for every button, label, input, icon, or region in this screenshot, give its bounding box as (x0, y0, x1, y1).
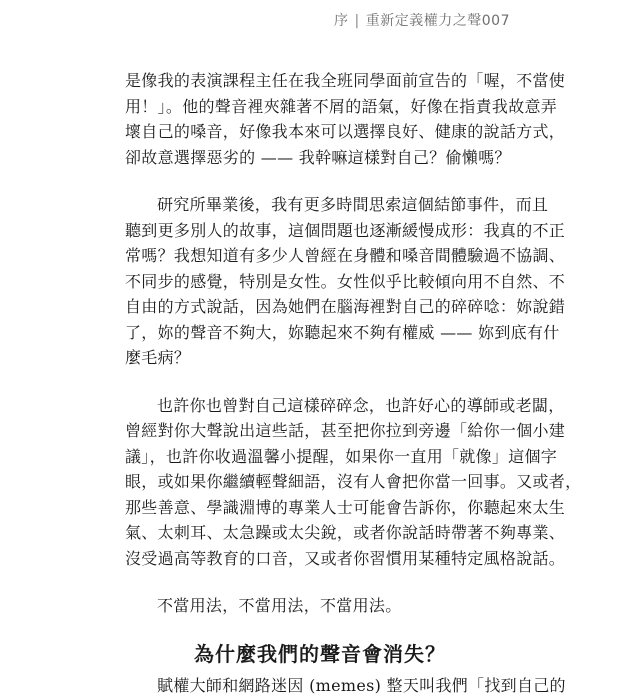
paragraph-1 (125, 68, 515, 170)
running-head-page-number: 007 (482, 13, 510, 29)
paragraph-line: 不同步的感覺，特別是女性。女性似乎比較傾向用不自然、不 (125, 269, 515, 295)
paragraph-2 (125, 192, 515, 371)
paragraph-line: 聽到更多別人的故事，這個問題也逐漸緩慢成形：我真的不正 (125, 218, 515, 244)
running-head (334, 10, 510, 30)
paragraph-line: 也許你也曾對自己這樣碎碎念，也許好心的導師或老闆， (125, 393, 515, 419)
paragraph-line: 卻故意選擇惡劣的 —— 我幹嘛這樣對自己？偷懶嗎？ (125, 145, 515, 171)
running-head-title: 重新定義權力之聲 (366, 13, 482, 29)
paragraph-line: 用！」。他的聲音裡夾雜著不屑的語氣，好像在指責我故意弄 (125, 94, 515, 120)
paragraph-line: 眼，或如果你繼續輕聲細語，沒有人會把你當一回事。又或者， (125, 469, 515, 495)
paragraph-line: 沒受過高等教育的口音，又或者你習慣用某種特定風格說話。 (125, 546, 515, 572)
paragraph-line: 研究所畢業後，我有更多時間思索這個結節事件，而且 (125, 192, 515, 218)
paragraph-gap (125, 571, 515, 593)
paragraph-line: 曾經對你大聲說出這些話，甚至把你拉到旁邊「給你一個小建 (125, 418, 515, 444)
paragraph-4 (125, 593, 515, 619)
running-head-divider: | (355, 13, 360, 29)
section-heading: 為什麼我們的聲音會消失？ (125, 639, 515, 669)
paragraph-line: 議」，也許你收過溫馨小提醒，如果你一直用「就像」這個字 (125, 444, 515, 470)
paragraph-line: 常嗎？我想知道有多少人曾經在身體和嗓音間體驗過不協調、 (125, 243, 515, 269)
paragraph-line: 壞自己的嗓音，好像我本來可以選擇良好、健康的說話方式， (125, 119, 515, 145)
body-text (125, 68, 515, 698)
paragraph-gap (125, 371, 515, 393)
running-head-chapter: 序 (334, 13, 349, 29)
section-first-line: 賦權大師和網路迷因 (memes) 整天叫我們「找到自己的 (125, 673, 515, 698)
paragraph-line: 了，妳的聲音不夠大，妳聽起來不夠有權威 —— 妳到底有什 (125, 320, 515, 346)
paragraph-line: 自由的方式說話，因為她們在腦海裡對自己的碎碎唸：妳說錯 (125, 294, 515, 320)
paragraph-line: 氣、太刺耳、太急躁或太尖銳，或者你說話時帶著不夠專業、 (125, 520, 515, 546)
paragraph-3 (125, 393, 515, 572)
paragraph-gap (125, 619, 515, 633)
paragraph-line: 是像我的表演課程主任在我全班同學面前宣告的「喔，不當使 (125, 68, 515, 94)
paragraph-line: 麼毛病？ (125, 345, 515, 371)
paragraph-gap (125, 170, 515, 192)
paragraph-line: 不當用法，不當用法，不當用法。 (125, 593, 515, 619)
paragraph-line: 那些善意、學識淵博的專業人士可能會告訴你，你聽起來太生 (125, 495, 515, 521)
